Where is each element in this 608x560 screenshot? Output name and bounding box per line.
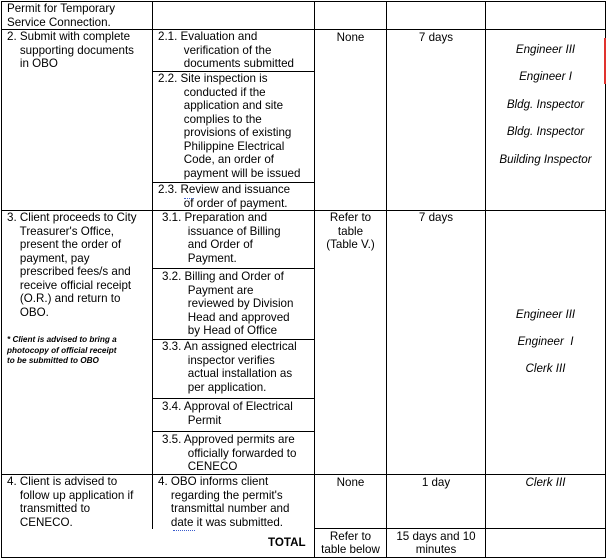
person-responsible: Engineer I — [517, 335, 574, 348]
column-border — [386, 1, 387, 558]
client-step-text: 3. Client proceeds to City Treasurer's Office, present the order of payment, pay prescribed fees/s and receive official receipt (O.R.) and return to OBO. — [7, 211, 137, 319]
fees-text: None — [336, 31, 365, 44]
person-responsible: Bldg. Inspector — [506, 98, 585, 111]
person-responsible: Engineer III — [515, 308, 576, 321]
total-label: TOTAL — [268, 536, 306, 549]
client-step-text: Permit for Temporary Service Connection. — [7, 2, 116, 29]
action-border — [152, 431, 314, 432]
agency-action-text: 2.2. Site inspection is conducted if the application and site complies to the provisions of existing Philippine Electrical Code, an order of payment will be issued — [158, 72, 301, 180]
processing-time-text: 7 days — [418, 211, 454, 224]
person-responsible: Clerk III — [525, 362, 566, 375]
column-border — [152, 1, 153, 529]
spellcheck-underline — [184, 196, 194, 199]
row-border — [314, 528, 606, 529]
client-note: * Client is advised to bring a photocopy of official receipt to be submitted to OBO — [7, 335, 117, 365]
client-step-text: 4. Client is advised to follow up application if transmitted to CENECO. — [7, 475, 134, 529]
agency-action-text: 3.4. Approval of Electrical Permit — [162, 400, 293, 427]
person-responsible: Bldg. Inspector — [506, 125, 585, 138]
agency-action-text: 3.2. Billing and Order of Payment are reviewed by Division Head and approved by Head of Office — [162, 270, 294, 337]
column-border — [1, 1, 2, 558]
fees-text: Refer to table (Table V.) — [326, 211, 375, 251]
total-processing-time: 15 days and 10 minutes — [396, 530, 476, 556]
column-border — [485, 1, 486, 558]
column-border — [605, 1, 606, 558]
column-border — [314, 1, 315, 558]
agency-action-text: 2.3. Review and issuance of order of payment. — [158, 183, 291, 210]
processing-time-text: 7 days — [418, 31, 454, 44]
agency-action-text: 3.5. Approved permits are officially forwarded to CENECO — [162, 433, 297, 473]
agency-action-text: 3.1. Preparation and issuance of Billing and Order of Payment. — [162, 211, 281, 265]
person-responsible: Building Inspector — [499, 153, 592, 166]
processing-time-text: 1 day — [421, 476, 451, 489]
action-border — [152, 398, 314, 399]
person-responsible: Engineer III — [515, 43, 576, 56]
row-border — [1, 557, 606, 558]
client-step-text: 2. Submit with complete supporting documents in OBO — [7, 30, 134, 70]
agency-action-text: 4. OBO informs client regarding the permit's transmittal number and date it was submitted. — [158, 475, 290, 529]
spellcheck-underline — [173, 528, 195, 531]
fees-text: None — [336, 476, 365, 489]
agency-action-text: 3.3. An assigned electrical inspector verifies actual installation as per application. — [162, 340, 297, 394]
action-border — [152, 268, 314, 269]
person-responsible: Clerk III — [525, 476, 566, 489]
total-fees: Refer to table below — [321, 530, 380, 556]
agency-action-text: 2.1. Evaluation and verification of the documents submitted — [158, 30, 294, 70]
person-responsible: Engineer I — [519, 70, 572, 83]
